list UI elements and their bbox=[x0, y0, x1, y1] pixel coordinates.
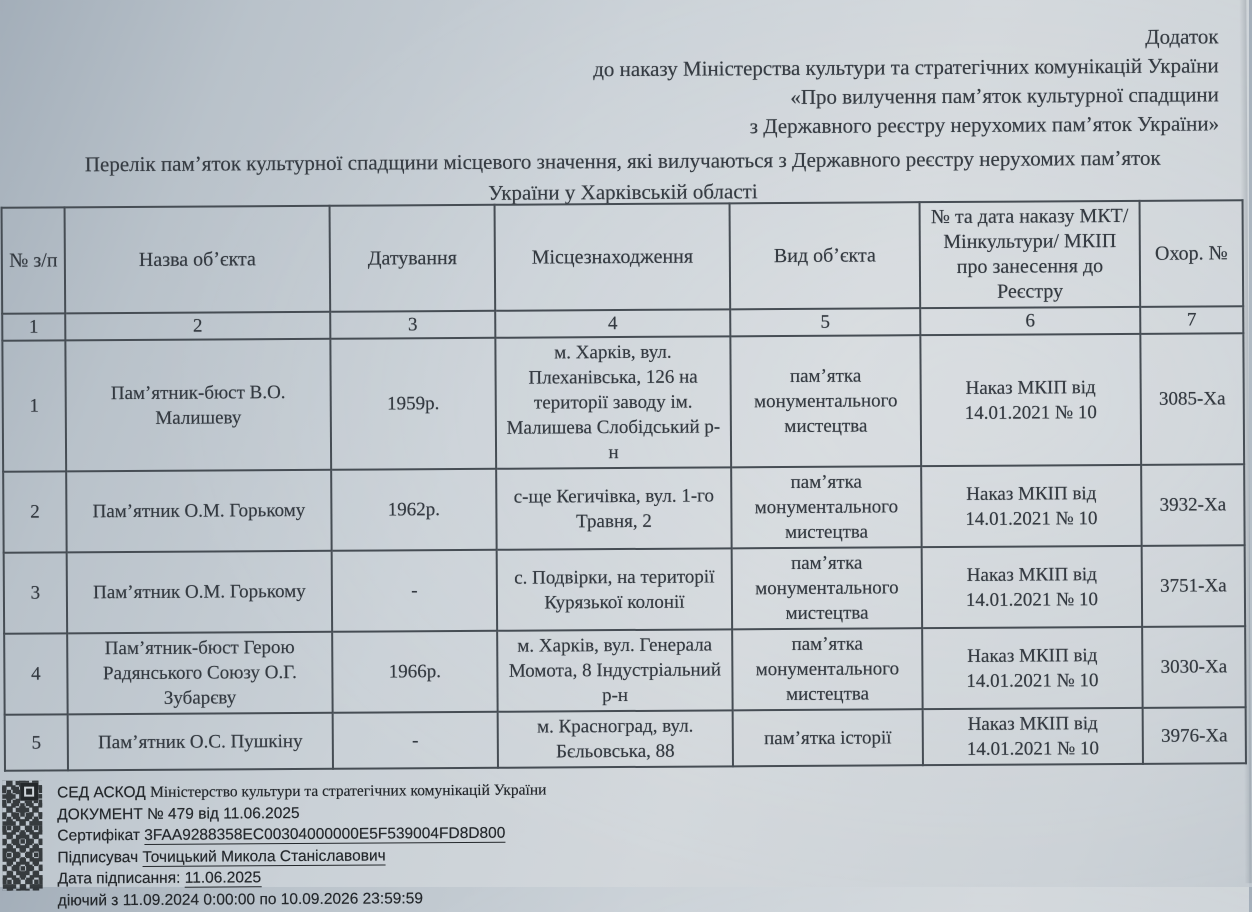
appendix-line-2: до наказу Міністерства культури та стратегічних комунікацій України bbox=[593, 53, 1219, 82]
cell-reg: 3932-Ха bbox=[1141, 464, 1244, 546]
table-header-row bbox=[2, 200, 1244, 314]
cell-name: Пам’ятник О.С. Пушкіну bbox=[68, 713, 333, 771]
stamp-system-name: СЕД АСКОД bbox=[57, 783, 146, 802]
cell-order: Наказ МКІП від 14.01.2021 № 10 bbox=[923, 708, 1143, 765]
table-row bbox=[4, 626, 1245, 715]
cell-num: 4 bbox=[4, 633, 67, 714]
cell-reg: 3751-Ха bbox=[1142, 545, 1245, 627]
certificate-value: 3FAA9288358EC00304000000E5F539004FD8D800 bbox=[144, 824, 506, 844]
cell-type: пам’ятка історії bbox=[733, 709, 923, 766]
colnum-7: 7 bbox=[1140, 306, 1243, 334]
stamp-line-validity: діючий з 11.09.2024 0:00:00 по 10.09.2026 23:59:59 bbox=[57, 889, 424, 909]
colnum-2: 2 bbox=[65, 312, 330, 341]
cell-name: Пам’ятник О.М. Горькому bbox=[66, 470, 331, 553]
digital-signature-stamp bbox=[57, 779, 547, 911]
cell-num: 2 bbox=[3, 471, 66, 552]
cell-location: м. Харків, вул. Плеханівська, 126 на території заводу ім. Малишева Слобідський р-н bbox=[495, 336, 731, 468]
cell-num: 5 bbox=[5, 714, 68, 770]
stamp-line-system bbox=[57, 779, 546, 803]
table-row bbox=[5, 707, 1246, 771]
header-order: № та дата наказу МКТ/Мінкультури/ МКІП про занесення до Реєстру bbox=[920, 201, 1141, 308]
header-num: № з/п bbox=[2, 207, 66, 313]
cell-location: м. Харків, вул. Генерала Момота, 8 Індустріальний р-н bbox=[497, 629, 732, 711]
cell-num: 1 bbox=[2, 340, 66, 471]
cell-dating: 1959р. bbox=[330, 338, 496, 470]
certificate-label: Сертифікат bbox=[57, 826, 140, 845]
colnum-6: 6 bbox=[920, 307, 1140, 335]
cell-dating: 1966р. bbox=[332, 631, 497, 713]
cell-name: Пам’ятник О.М. Горькому bbox=[67, 551, 332, 634]
signer-label: Підписувач bbox=[57, 848, 139, 866]
cell-dating: - bbox=[332, 550, 497, 632]
table-row bbox=[3, 464, 1244, 553]
cell-dating: - bbox=[333, 712, 498, 769]
qr-code bbox=[2, 781, 43, 891]
cell-reg: 3085-Ха bbox=[1140, 333, 1244, 465]
cell-order: Наказ МКІП від 14.01.2021 № 10 bbox=[920, 334, 1141, 466]
cell-name: Пам’ятник-бюст В.О. Малишеву bbox=[65, 339, 331, 472]
monuments-table bbox=[1, 199, 1247, 772]
cell-location: с-ще Кегичівка, вул. 1-го Травня, 2 bbox=[496, 467, 731, 549]
appendix-line-3: «Про вилучення пам’яток культурної спадщини bbox=[790, 82, 1219, 109]
cell-reg: 3976-Ха bbox=[1143, 707, 1246, 764]
colnum-1: 1 bbox=[2, 313, 65, 340]
signer-name: Точицький Микола Станіславович bbox=[142, 846, 386, 866]
qr-finder-square bbox=[20, 783, 38, 801]
cell-name: Пам’ятник-бюст Герою Радянського Союзу О.Г. Зубарєву bbox=[67, 632, 332, 715]
table-row bbox=[4, 545, 1245, 634]
header-reg: Охор. № bbox=[1140, 200, 1244, 307]
stamp-line-certificate bbox=[57, 822, 546, 846]
cell-type: пам’ятка монументального мистецтва bbox=[730, 335, 921, 467]
appendix-line-1: Додаток bbox=[1145, 24, 1219, 49]
cell-order: Наказ МКІП від 14.01.2021 № 10 bbox=[922, 627, 1142, 709]
cell-location: с. Подвірки, на території Курязької колонії bbox=[497, 548, 732, 630]
appendix-block bbox=[593, 22, 1219, 142]
stamp-line-document: ДОКУМЕНТ № 479 від 11.06.2025 bbox=[57, 804, 300, 823]
colnum-3: 3 bbox=[330, 311, 495, 339]
header-name: Назва об’єкта bbox=[65, 206, 331, 314]
header-location: Місцезнаходження bbox=[495, 203, 731, 310]
cell-type: пам’ятка монументального мистецтва bbox=[732, 547, 922, 629]
stamp-line-signer bbox=[57, 844, 546, 868]
header-type: Вид об’єкта bbox=[730, 202, 921, 309]
cell-type: пам’ятка монументального мистецтва bbox=[732, 628, 922, 710]
cell-location: м. Красноград, вул. Бєльовська, 88 bbox=[498, 710, 733, 767]
cell-num: 3 bbox=[4, 552, 67, 633]
sign-date-label: Дата підписання: bbox=[57, 869, 181, 888]
table-row bbox=[2, 333, 1244, 472]
sign-date-value: 11.06.2025 bbox=[184, 869, 262, 887]
page-title: Перелік пам’яток культурної спадщини місцевого значення, які вилучаються з Державного реєстру нерухомих пам’яток України у Харківській області bbox=[84, 145, 1161, 205]
cell-order: Наказ МКІП від 14.01.2021 № 10 bbox=[921, 465, 1141, 547]
header-dating: Датування bbox=[330, 205, 496, 312]
cell-type: пам’ятка монументального мистецтва bbox=[731, 466, 921, 548]
cell-reg: 3030-Ха bbox=[1142, 626, 1245, 708]
stamp-line-sign-date bbox=[58, 865, 547, 889]
cell-dating: 1962р. bbox=[331, 469, 496, 551]
colnum-4: 4 bbox=[495, 309, 730, 337]
appendix-line-4: з Державного реєстру нерухомих пам’яток України» bbox=[749, 111, 1220, 139]
cell-order: Наказ МКІП від 14.01.2021 № 10 bbox=[922, 546, 1142, 628]
stamp-organization: Міністерство культури та стратегічних комунікацій України bbox=[149, 781, 547, 801]
colnum-5: 5 bbox=[730, 308, 920, 336]
